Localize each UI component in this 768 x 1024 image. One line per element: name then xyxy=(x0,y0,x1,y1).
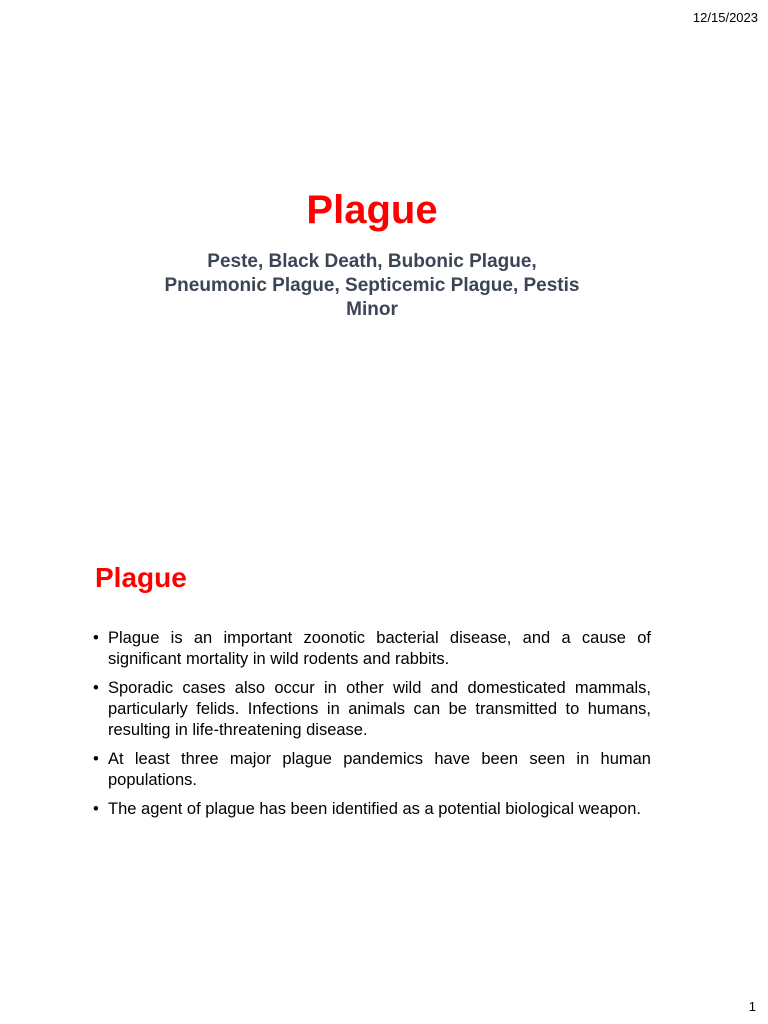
title-slide xyxy=(0,0,768,500)
bullet-icon: • xyxy=(93,679,99,697)
subtitle-line: Peste, Black Death, Bubonic Plague, xyxy=(207,251,537,272)
slide-title: Plague xyxy=(306,188,438,232)
subtitle-line: Minor xyxy=(346,299,398,320)
section-heading: Plague xyxy=(95,562,187,593)
bullet-text: The agent of plague has been identified as a potential biological weapon. xyxy=(108,800,641,818)
bullet-item xyxy=(93,678,651,741)
bullet-icon: • xyxy=(93,629,99,647)
subtitle-line: Pneumonic Plague, Septicemic Plague, Pestis xyxy=(164,275,580,296)
bullet-item xyxy=(93,799,651,820)
bullet-icon: • xyxy=(93,800,99,818)
date-stamp: 12/15/2023 xyxy=(692,10,758,25)
bullet-text: Sporadic cases also occur in other wild and domesticated mammals, particularly felids. Infections in animals can be transmitted to humans, resulting in life-threatening disease. xyxy=(108,679,651,739)
bullet-item xyxy=(93,749,651,791)
bullet-text: At least three major plague pandemics have been seen in human populations. xyxy=(108,750,651,789)
bullet-item xyxy=(93,628,651,670)
bullet-icon: • xyxy=(93,750,99,768)
bullet-list xyxy=(93,628,651,828)
bullet-text: Plague is an important zoonotic bacterial disease, and a cause of significant mortality in wild rodents and rabbits. xyxy=(108,629,651,668)
slide-subtitle xyxy=(150,250,594,322)
page-number: 1 xyxy=(748,999,756,1014)
